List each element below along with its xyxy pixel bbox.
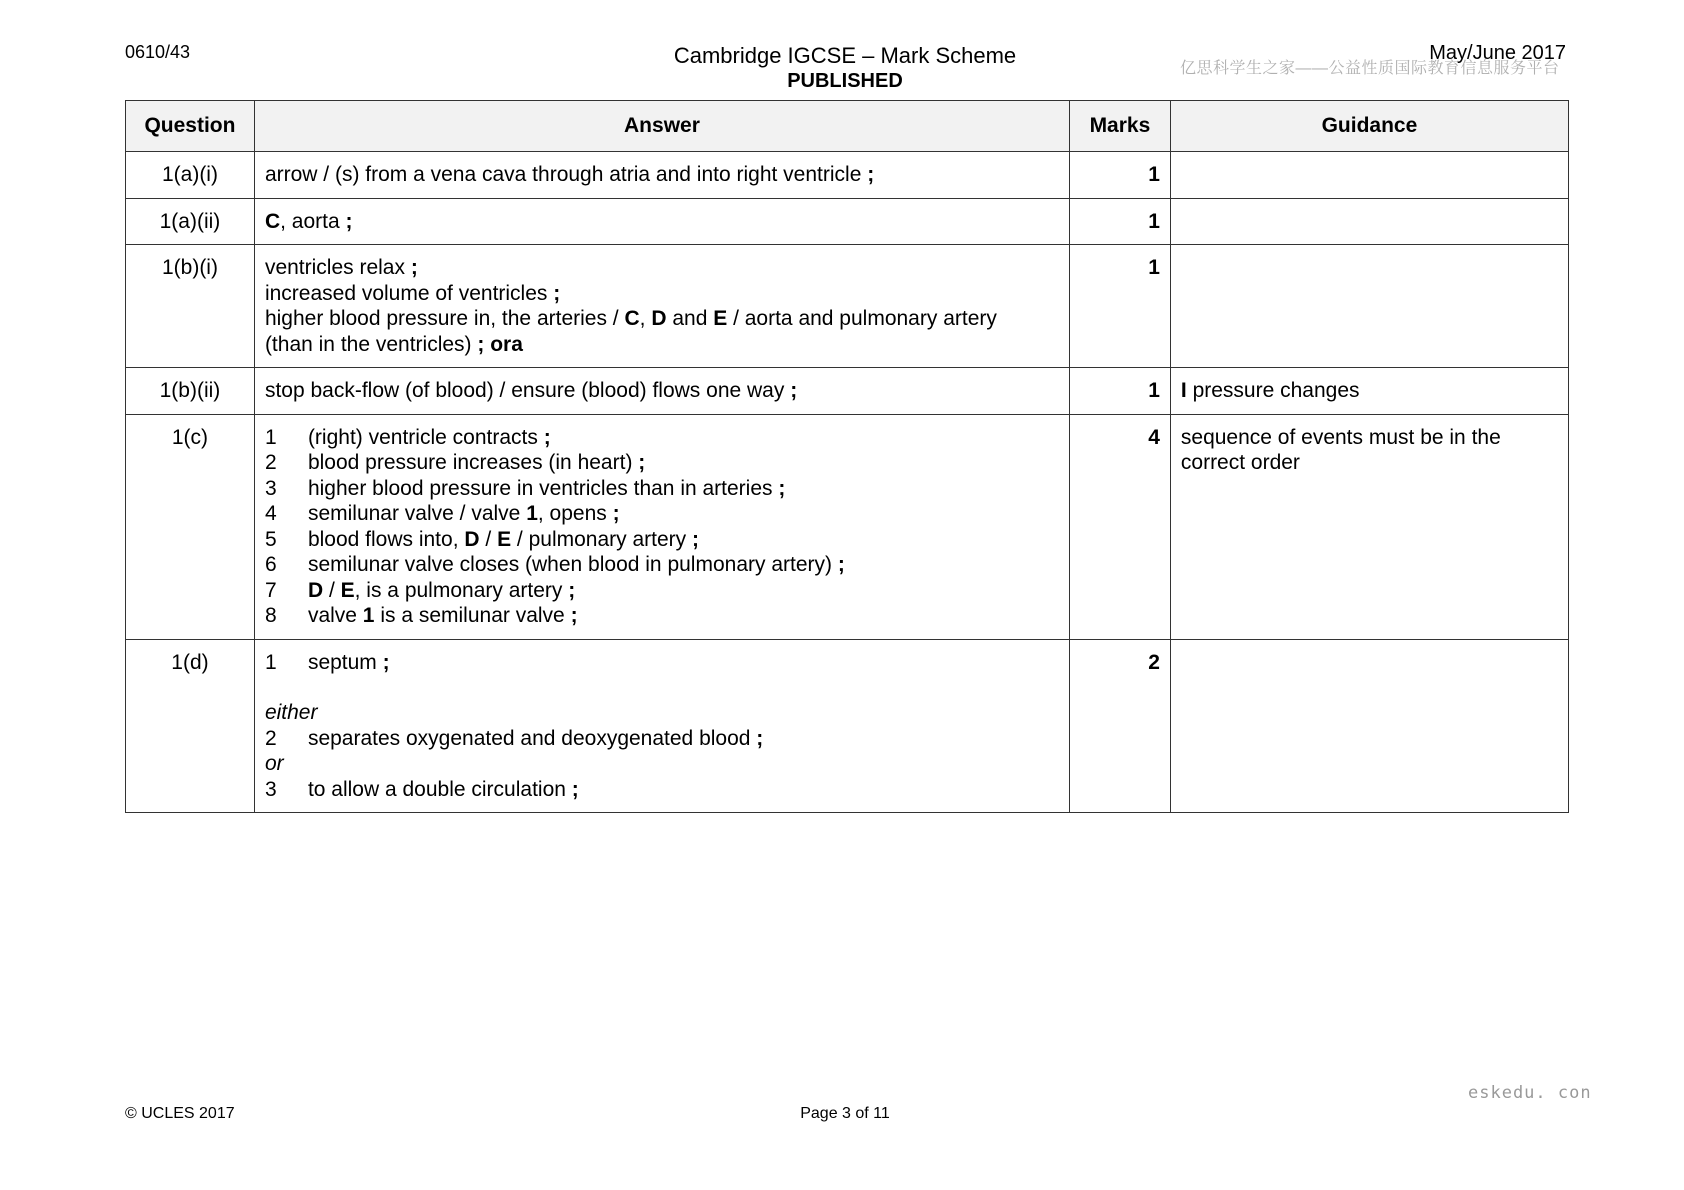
guidance-cell <box>1170 245 1568 368</box>
answer-text: / <box>323 578 341 602</box>
mark-point-separator: ; <box>345 209 353 233</box>
answer-text: valve <box>307 604 363 627</box>
paper-code: 0610/43 <box>125 42 191 62</box>
table-row <box>126 639 1569 813</box>
answer-text: increased volume of ventricles <box>264 281 554 305</box>
mark-point-separator: ; <box>638 451 646 474</box>
header-center <box>540 43 1150 93</box>
numbered-point <box>265 726 1059 752</box>
table-header-row <box>126 101 1569 152</box>
answer-letter: D <box>307 578 324 602</box>
mark-point-separator: ; <box>778 476 786 500</box>
answer-text: / <box>479 527 498 551</box>
point-number: 7 <box>264 578 277 602</box>
marks-value: 1 <box>1069 152 1170 199</box>
point-number: 3 <box>264 476 277 500</box>
answer-text: , <box>639 307 652 330</box>
answer-text: stop back-flow (of blood) / ensure (blood) flows one way <box>264 379 791 402</box>
guidance-cell <box>1170 639 1568 813</box>
alternative-either: either <box>264 701 318 724</box>
numbered-point <box>265 650 1059 676</box>
mark-point-separator: ; <box>612 502 620 525</box>
question-number: 1(b)(i) <box>126 245 255 368</box>
column-header-question: Question <box>126 101 255 152</box>
answer-letter: D <box>651 307 667 330</box>
page-number: Page 3 of 11 <box>800 1105 890 1122</box>
answer-line <box>265 306 1059 332</box>
exam-session: May/June 2017 <box>1429 42 1566 64</box>
point-number: 5 <box>264 527 277 551</box>
guidance-cell <box>1170 368 1568 415</box>
answer-text: semilunar valve / valve <box>307 502 527 525</box>
mark-point-separator: ; <box>568 578 576 602</box>
answer-text: arrow / (s) from a vena cava through atria and into right ventricle <box>264 163 868 186</box>
point-number: 2 <box>264 726 277 750</box>
answer-text: (right) ventricle contracts <box>307 425 544 449</box>
answer-text: blood pressure increases (in heart) <box>307 451 639 474</box>
answer-text: is a semilunar valve <box>374 604 571 627</box>
answer-letter: 1 <box>526 502 538 525</box>
mark-point-separator: ; <box>756 726 764 750</box>
numbered-point <box>265 527 1059 553</box>
guidance-cell: sequence of events must be in the correct order <box>1170 414 1568 639</box>
answer-cell <box>254 368 1069 415</box>
numbered-point <box>265 501 1059 527</box>
watermark-top: 亿思科学生之家——公益性质国际教育信息服务平台 <box>1180 60 1560 77</box>
column-header-marks: Marks <box>1069 101 1170 152</box>
mark-point-separator: ; <box>691 527 699 551</box>
question-number: 1(a)(ii) <box>126 198 255 245</box>
marks-value: 4 <box>1069 414 1170 639</box>
table-row <box>126 198 1569 245</box>
point-number: 3 <box>264 777 277 801</box>
point-number: 6 <box>264 553 277 576</box>
answer-text: blood flows into, <box>307 527 465 551</box>
numbered-point <box>265 450 1059 476</box>
guidance-cell <box>1170 198 1568 245</box>
question-number: 1(c) <box>126 414 255 639</box>
mark-point-separator: ; <box>867 163 875 186</box>
mark-point-separator: ; <box>570 604 578 627</box>
answer-cell <box>254 639 1069 813</box>
answer-text: / aorta and pulmonary artery <box>727 307 997 330</box>
copyright-notice: © UCLES 2017 <box>125 1105 235 1122</box>
marks-value: 1 <box>1069 198 1170 245</box>
answer-line <box>265 255 1059 281</box>
answer-line <box>265 281 1059 307</box>
mark-point-separator: ; <box>382 650 390 674</box>
mark-point-separator: ; <box>571 777 579 801</box>
numbered-point <box>265 552 1059 578</box>
question-number: 1(a)(i) <box>126 152 255 199</box>
numbered-point <box>265 777 1059 803</box>
answer-letter: 1 <box>362 604 375 627</box>
answer-letter: E <box>497 527 512 551</box>
answer-letter: D <box>464 527 480 551</box>
mark-point-separator: ; <box>790 379 798 402</box>
answer-text: semilunar valve closes (when blood in pulmonary artery) <box>307 553 838 576</box>
question-number: 1(d) <box>126 639 255 813</box>
table-row <box>126 245 1569 368</box>
answer-text: (than in the ventricles) <box>264 332 478 356</box>
answer-cell <box>254 414 1069 639</box>
table-row <box>126 414 1569 639</box>
answer-text: septum <box>307 650 383 674</box>
answer-text: ventricles relax <box>264 256 411 279</box>
mark-point-separator: ; <box>543 425 551 449</box>
answer-text: and <box>666 307 714 330</box>
mark-point-separator: ; <box>553 281 561 305</box>
answer-line <box>265 332 1059 358</box>
answer-letter: C <box>624 307 640 330</box>
guidance-text: pressure changes <box>1186 379 1360 402</box>
column-header-answer: Answer <box>254 101 1069 152</box>
numbered-point <box>265 476 1059 502</box>
numbered-point <box>265 578 1059 604</box>
question-number: 1(b)(ii) <box>126 368 255 415</box>
point-number: 2 <box>264 451 277 474</box>
answer-text: / pulmonary artery <box>511 527 692 551</box>
numbered-point <box>265 603 1059 629</box>
answer-text: higher blood pressure in ventricles than in arteries <box>307 476 779 500</box>
guidance-cell <box>1170 152 1568 199</box>
answer-text: , is a pulmonary artery <box>354 578 569 602</box>
point-number: 8 <box>264 604 277 627</box>
mark-point-separator: ; <box>410 256 418 279</box>
point-number: 4 <box>264 502 277 525</box>
answer-cell <box>254 245 1069 368</box>
answer-cell <box>254 152 1069 199</box>
answer-letter: E <box>713 307 728 330</box>
answer-text: separates oxygenated and deoxygenated blood <box>307 726 757 750</box>
marks-value: 1 <box>1069 245 1170 368</box>
watermark-bottom: eskedu. con <box>1468 1083 1592 1103</box>
spacer <box>265 675 1059 700</box>
answer-text: , opens <box>537 502 613 525</box>
status-label: PUBLISHED <box>787 70 903 92</box>
marks-value: 2 <box>1069 639 1170 813</box>
table-row <box>126 152 1569 199</box>
mark-scheme-table <box>125 100 1569 813</box>
ignore-marker: I <box>1180 379 1187 402</box>
answer-letter: C <box>264 209 281 233</box>
point-number: 1 <box>264 650 277 674</box>
answer-text: to allow a double circulation <box>307 777 572 801</box>
column-header-guidance: Guidance <box>1170 101 1568 152</box>
answer-letter: E <box>340 578 355 602</box>
answer-cell <box>254 198 1069 245</box>
numbered-point <box>265 425 1059 451</box>
marks-value: 1 <box>1069 368 1170 415</box>
point-number: 1 <box>264 425 277 449</box>
document-title: Cambridge IGCSE – Mark Scheme <box>673 43 1017 68</box>
table-row <box>126 368 1569 415</box>
answer-text: , aorta <box>280 209 346 233</box>
alternative-or: or <box>264 752 284 775</box>
mark-point-separator: ; ora <box>477 332 523 356</box>
answer-text: higher blood pressure in, the arteries / <box>264 307 625 330</box>
mark-point-separator: ; <box>837 553 845 576</box>
